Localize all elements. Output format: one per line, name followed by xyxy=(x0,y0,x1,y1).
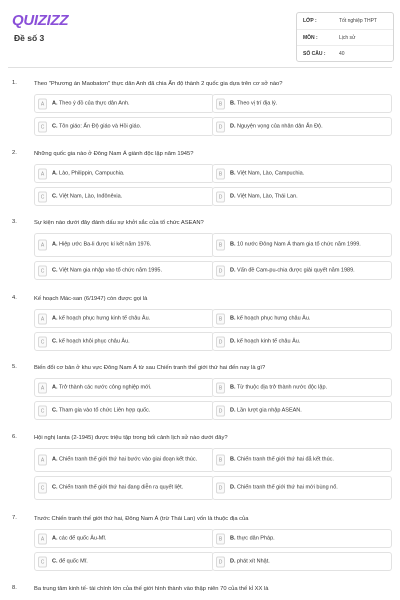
option-letter-badge: A xyxy=(38,168,47,179)
option-a[interactable] xyxy=(34,233,214,257)
option-letter-badge: D xyxy=(216,191,225,202)
option-content: Việt Nam, Lào, Inđônêxia. xyxy=(59,192,123,199)
question-text: Kế hoạch Mác-san (6/1947) còn được gọi là xyxy=(34,296,148,302)
option-b[interactable] xyxy=(212,233,392,257)
option-text xyxy=(52,484,209,492)
option-label: C. xyxy=(52,192,58,199)
option-content: Hiệp ước Ba-li được kí kết năm 1976. xyxy=(59,241,152,248)
option-text xyxy=(52,100,209,108)
question-number: 4. xyxy=(12,295,17,301)
option-letter-badge: B xyxy=(216,382,225,393)
option-content: Chiến tranh thế giới thứ hai đã kết thúc. xyxy=(237,456,334,463)
option-letter-badge: B xyxy=(216,533,225,544)
info-label: SỐ CÂU : xyxy=(303,51,326,57)
option-letter-badge: D xyxy=(216,556,225,567)
option-text xyxy=(230,456,387,464)
question-number: 7. xyxy=(12,515,17,521)
option-letter-badge: A xyxy=(38,98,47,109)
exam-info-box xyxy=(296,12,394,62)
option-c[interactable] xyxy=(34,187,214,206)
option-content: Nguyện vọng của nhân dân Ấn Độ. xyxy=(237,122,323,129)
option-label: B. xyxy=(230,534,236,541)
option-text xyxy=(230,315,387,323)
option-text xyxy=(230,535,387,543)
option-text xyxy=(52,193,209,201)
option-letter-badge: A xyxy=(38,382,47,393)
question-number: 3. xyxy=(12,219,17,225)
option-label: C. xyxy=(52,266,58,273)
option-d[interactable] xyxy=(212,261,392,280)
option-content: Chiến tranh thế giới thứ hai bước vào giai đoạn kết thúc. xyxy=(59,456,198,463)
question-number: 5. xyxy=(12,364,17,370)
question-number: 1. xyxy=(12,80,17,86)
option-content: Trở thành các nước công nghiệp mới. xyxy=(58,383,152,390)
info-row-subject xyxy=(297,29,393,46)
option-letter-badge: B xyxy=(216,98,225,109)
option-text xyxy=(230,100,387,108)
option-letter-badge: B xyxy=(216,455,225,466)
info-value: 40 xyxy=(339,51,345,57)
option-text xyxy=(52,267,209,275)
option-text xyxy=(230,170,387,178)
question-text: Theo "Phương án Maobatơn" thực dân Anh đã chia Ấn độ thành 2 quốc gia dựa trên cơ sở nào? xyxy=(34,81,283,87)
option-content: Theo ý đồ của thực dân Anh. xyxy=(58,99,130,106)
option-label: D. xyxy=(230,406,236,413)
option-c[interactable] xyxy=(34,401,214,420)
option-content: kế hoạch phục hưng kinh tế châu Âu. xyxy=(59,314,151,321)
option-a[interactable] xyxy=(34,529,214,548)
option-text xyxy=(230,484,387,492)
option-content: kế hoạch phục hưng châu Âu. xyxy=(237,314,311,321)
option-c[interactable] xyxy=(34,261,214,280)
option-letter-badge: D xyxy=(216,405,225,416)
quizizz-logo: QUIZIZZ xyxy=(12,12,69,29)
option-content: Từ thuộc địa trở thành nước độc lập. xyxy=(236,383,328,390)
option-label: C. xyxy=(52,337,58,344)
option-d[interactable] xyxy=(212,552,392,571)
option-letter-badge: D xyxy=(216,336,225,347)
option-letter-badge: C xyxy=(38,405,47,416)
question-number: 2. xyxy=(12,150,17,156)
option-letter-badge: A xyxy=(38,240,47,251)
option-text xyxy=(52,384,209,392)
option-b[interactable] xyxy=(212,309,392,328)
option-label: B. xyxy=(230,314,236,321)
option-c[interactable] xyxy=(34,332,214,351)
question-text: Biến đổi cơ bản ở khu vực Đông Nam Á từ sau Chiến tranh thế giới thứ hai đến nay là gì? xyxy=(34,365,266,371)
option-text xyxy=(230,338,387,346)
option-letter-badge: C xyxy=(38,191,47,202)
option-d[interactable] xyxy=(212,401,392,420)
option-content: Việt Nam gia nhập vào tổ chức năm 1995. xyxy=(59,266,162,273)
option-b[interactable] xyxy=(212,378,392,397)
option-c[interactable] xyxy=(34,476,214,500)
option-text xyxy=(52,338,209,346)
option-content: Tôn giáo: Ấn Độ giáo và Hồi giáo. xyxy=(58,122,142,129)
option-letter-badge: B xyxy=(216,313,225,324)
option-text xyxy=(230,123,387,131)
option-content: Lào, Philippin, Campuchia. xyxy=(59,169,125,176)
option-content: Việt Nam, Lào, Thái Lan. xyxy=(237,192,298,199)
option-content: Vấn đề Cam-pu-chia được giải quyết năm 1989. xyxy=(237,266,355,273)
option-label: B. xyxy=(230,456,236,463)
option-text xyxy=(52,558,209,566)
option-text xyxy=(52,456,209,464)
option-label: A. xyxy=(52,383,58,390)
option-text xyxy=(230,558,387,566)
option-content: Việt Nam, Lào, Campuchia. xyxy=(237,169,305,176)
option-text xyxy=(52,407,209,415)
option-d[interactable] xyxy=(212,476,392,500)
option-label: A. xyxy=(52,456,58,463)
option-letter-badge: B xyxy=(216,168,225,179)
question-text: Trước Chiến tranh thế giới thứ hai, Đông Nam Á (trừ Thái Lan) vốn là thuộc địa của xyxy=(34,516,249,522)
option-text xyxy=(52,315,209,323)
option-label: A. xyxy=(52,169,58,176)
option-content: Lần lượt gia nhập ASEAN. xyxy=(237,406,302,413)
option-content: 10 nước Đông Nam Á tham gia tổ chức năm 1999. xyxy=(237,241,361,248)
option-text xyxy=(52,170,209,178)
option-letter-badge: C xyxy=(38,121,47,132)
option-label: B. xyxy=(230,99,236,106)
option-letter-badge: A xyxy=(38,313,47,324)
option-letter-badge: A xyxy=(38,533,47,544)
option-label: D. xyxy=(230,192,236,199)
option-text xyxy=(230,267,387,275)
option-c[interactable] xyxy=(34,117,214,136)
option-content: kế hoạch kinh tế châu Âu. xyxy=(237,337,301,344)
option-label: D. xyxy=(230,484,236,491)
info-value: Lịch sử xyxy=(339,35,356,41)
option-label: C. xyxy=(52,557,58,564)
option-letter-badge: C xyxy=(38,556,47,567)
option-text xyxy=(230,241,387,249)
option-d[interactable] xyxy=(212,332,392,351)
option-text xyxy=(52,241,209,249)
option-content: các đế quốc Âu-Mĩ. xyxy=(59,534,107,541)
info-label: MÔN : xyxy=(303,35,318,41)
option-letter-badge: B xyxy=(216,240,225,251)
option-b[interactable] xyxy=(212,529,392,548)
option-text xyxy=(230,193,387,201)
option-label: A. xyxy=(52,314,58,321)
question-text: Ba trung tâm kinh tế- tài chính lớn của thế giới hình thành vào thập niên 70 của thế kỉ XX là xyxy=(34,586,269,592)
option-letter-badge: C xyxy=(38,483,47,494)
question-number: 6. xyxy=(12,434,17,440)
option-a[interactable] xyxy=(34,309,214,328)
option-content: Chiến tranh thế giới thứ hai mới bùng nổ. xyxy=(237,484,338,491)
option-content: Tham gia vào tổ chức Liên hợp quốc. xyxy=(58,406,151,413)
option-label: D. xyxy=(230,266,236,273)
option-content: đế quốc Mĩ. xyxy=(59,557,88,564)
option-text xyxy=(230,384,387,392)
option-label: D. xyxy=(230,557,236,564)
option-text xyxy=(52,535,209,543)
option-label: A. xyxy=(52,241,58,248)
info-row-question-count xyxy=(297,45,393,62)
option-a[interactable] xyxy=(34,378,214,397)
option-letter-badge: C xyxy=(38,265,47,276)
option-label: B. xyxy=(230,241,236,248)
option-label: D. xyxy=(230,337,236,344)
option-a[interactable] xyxy=(34,164,214,183)
option-content: Chiến tranh thế giới thứ hai đang diễn ra quyết liệt. xyxy=(59,484,184,491)
question-text: Những quốc gia nào ở Đông Nam Á giành độc lập năm 1945? xyxy=(34,151,194,157)
option-content: kế hoạch khôi phục châu Âu. xyxy=(59,337,130,344)
info-row-class xyxy=(297,13,393,29)
option-label: C. xyxy=(52,122,58,129)
option-text xyxy=(52,123,209,131)
option-label: C. xyxy=(52,406,58,413)
option-letter-badge: D xyxy=(216,265,225,276)
option-content: thực dân Pháp. xyxy=(237,534,275,541)
info-value: Tốt nghiệp THPT xyxy=(339,18,377,24)
option-content: phát xít Nhật. xyxy=(237,557,270,564)
header-divider xyxy=(8,67,392,68)
option-letter-badge: A xyxy=(38,455,47,466)
option-letter-badge: D xyxy=(216,121,225,132)
option-label: B. xyxy=(230,383,236,390)
question-text: Hội nghị Ianta (2-1945) được triệu tập trong bối cảnh lịch sử nào dưới đây? xyxy=(34,435,228,441)
option-d[interactable] xyxy=(212,117,392,136)
option-b[interactable] xyxy=(212,94,392,113)
option-label: A. xyxy=(52,99,58,106)
option-label: D. xyxy=(230,122,236,129)
option-b[interactable] xyxy=(212,164,392,183)
option-letter-badge: C xyxy=(38,336,47,347)
option-label: B. xyxy=(230,169,236,176)
question-number: 8. xyxy=(12,585,17,591)
option-b[interactable] xyxy=(212,448,392,472)
exam-title: Đề số 3 xyxy=(14,33,45,43)
option-a[interactable] xyxy=(34,448,214,472)
option-content: Theo vị trí địa lý. xyxy=(236,99,278,106)
option-a[interactable] xyxy=(34,94,214,113)
option-c[interactable] xyxy=(34,552,214,571)
option-text xyxy=(230,407,387,415)
option-d[interactable] xyxy=(212,187,392,206)
info-label: LỚP : xyxy=(303,18,317,24)
option-letter-badge: D xyxy=(216,483,225,494)
option-label: A. xyxy=(52,534,58,541)
question-text: Sự kiện nào dưới đây đánh dấu sự khởi sắc của tổ chức ASEAN? xyxy=(34,220,204,226)
option-label: C. xyxy=(52,484,58,491)
